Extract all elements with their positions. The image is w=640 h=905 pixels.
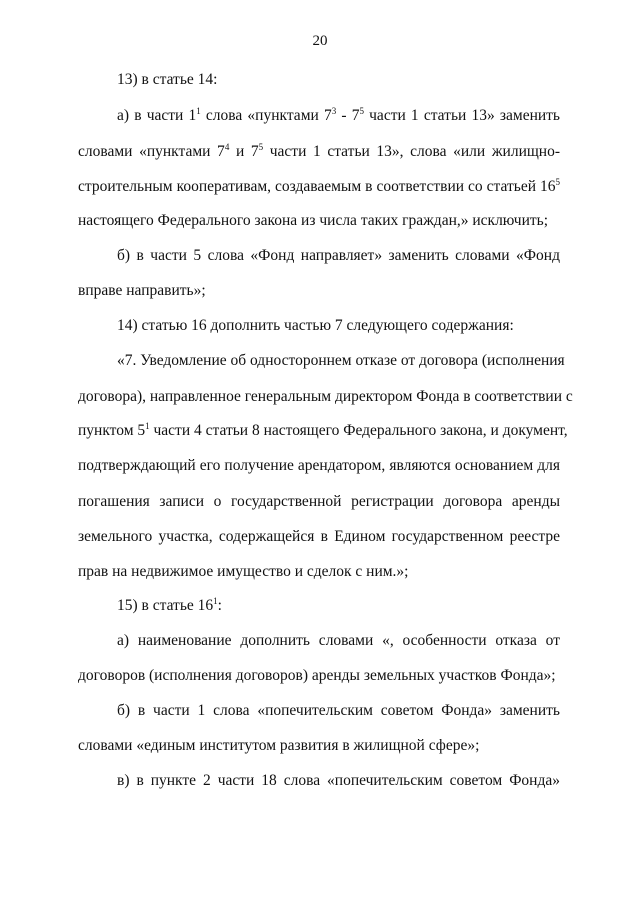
item-15a-line-2: договоров (исполнения договоров) аренды земельных участков Фонда»; bbox=[78, 667, 556, 684]
item-14-quote-line-5: погашения записи о государственной регистрации договора аренды bbox=[78, 493, 560, 510]
item-15v-line-1: в) в пункте 2 части 18 слова «попечительским советом Фонда» bbox=[117, 772, 560, 789]
item-13b-line-2: вправе направить»; bbox=[78, 282, 206, 299]
item-13a-line-2: словами «пунктами $7^4$ и $7^5$ части 1 статьи 13», слова «или жилищно- bbox=[78, 142, 561, 160]
item-15b-line-2: словами «единым институтом развития в жилищной сфере»; bbox=[78, 737, 480, 754]
item-13a-line-1: а) в части $1^1$ слова «пунктами $7^3 - 7^5$ части 1 статьи 13» заменить bbox=[117, 106, 561, 124]
item-15-heading: 15) в статье $16^1$: bbox=[117, 596, 222, 614]
item-13b-line-1: б) в части 5 слова «Фонд направляет» заменить словами «Фонд bbox=[117, 247, 560, 264]
item-14-heading: 14) статью 16 дополнить частью 7 следующего содержания: bbox=[117, 317, 514, 334]
item-13a-line-3: строительным кооперативам, создаваемым в соответствии со статьей $16^5$ bbox=[78, 177, 560, 195]
item-15b-line-1: б) в части 1 слова «попечительским советом Фонда» заменить bbox=[117, 702, 560, 719]
item-14-quote-line-3: пунктом $5^1$ части 4 статьи 8 настоящего Федерального закона, и документ, bbox=[78, 421, 568, 439]
item-13-heading: 13) в статье 14: bbox=[117, 71, 218, 88]
item-14-quote-line-1: «7. Уведомление об одностороннем отказе от договора (исполнения bbox=[117, 352, 565, 369]
item-15a-line-1: а) наименование дополнить словами «, особенности отказа от bbox=[117, 632, 560, 649]
item-14-quote-line-7: прав на недвижимое имущество и сделок с ним.»; bbox=[78, 563, 409, 580]
item-13a-line-4: настоящего Федерального закона из числа таких граждан,» исключить; bbox=[78, 212, 549, 229]
page-number: 20 bbox=[312, 33, 328, 49]
item-14-quote-line-6: земельного участка, содержащейся в Едином государственном реестре bbox=[78, 528, 560, 545]
item-14-quote-line-2: договора), направленное генеральным директором Фонда в соответствии с bbox=[78, 388, 573, 405]
item-14-quote-line-4: подтверждающий его получение арендатором, являются основанием для bbox=[78, 457, 560, 474]
